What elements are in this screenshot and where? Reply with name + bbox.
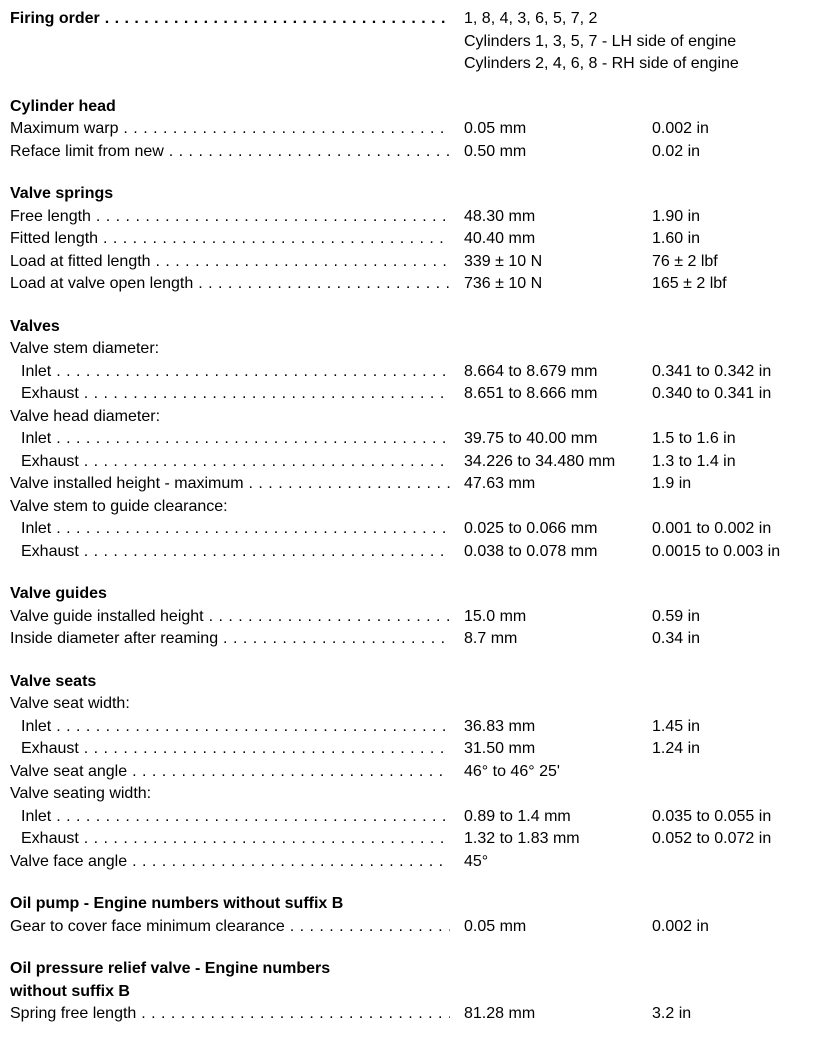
spec-metric: 45° bbox=[464, 852, 489, 870]
spec-label: Gear to cover face minimum clearance . . . bbox=[10, 916, 450, 939]
spec-metric: 0.89 to 1.4 mm bbox=[464, 807, 571, 825]
spec-row bbox=[10, 851, 810, 874]
spec-row bbox=[10, 451, 810, 474]
spec-imperial: 1.5 to 1.6 in bbox=[652, 430, 736, 447]
spec-row bbox=[10, 541, 810, 564]
spec-row bbox=[10, 761, 810, 784]
spec-row bbox=[10, 273, 810, 296]
spec-label: Load at fitted length . . . bbox=[10, 251, 450, 274]
spec-metric: 0.038 to 0.078 mm bbox=[464, 542, 598, 560]
firing-order-label: Firing order . . . bbox=[10, 8, 450, 31]
valve-guides-heading-row bbox=[10, 583, 810, 606]
spec-document bbox=[10, 8, 810, 1026]
spec-imperial: 0.59 in bbox=[652, 607, 701, 625]
spec-metric: 81.28 mm bbox=[464, 1005, 536, 1022]
spec-metric: 736 ± 10 N bbox=[464, 275, 543, 292]
spec-label: Inlet . . . bbox=[21, 806, 450, 829]
spec-imperial: 0.0015 to 0.003 in bbox=[652, 542, 781, 560]
subheading: Valve seat width: bbox=[10, 695, 130, 712]
spec-label: Free length . . . bbox=[10, 206, 450, 229]
subheading: Valve head diameter: bbox=[10, 407, 161, 425]
relief-valve-heading-row-2 bbox=[10, 981, 810, 1004]
valve-springs-heading-row bbox=[10, 183, 810, 206]
spec-metric: 339 ± 10 N bbox=[464, 252, 543, 270]
spec-label: Exhaust . . . bbox=[21, 541, 450, 564]
firing-order-row bbox=[10, 8, 810, 31]
spec-label: Inlet . . . bbox=[21, 361, 450, 384]
spec-row bbox=[10, 916, 810, 939]
spec-metric: 40.40 mm bbox=[464, 230, 536, 247]
spec-row bbox=[10, 118, 810, 141]
section-heading: Valve seats bbox=[10, 672, 97, 690]
spec-label: Inlet . . . bbox=[21, 518, 450, 541]
spec-metric: 15.0 mm bbox=[464, 607, 527, 625]
spec-row bbox=[10, 518, 810, 541]
spec-label: Fitted length . . . bbox=[10, 228, 450, 251]
valve-seats-heading-row bbox=[10, 671, 810, 694]
section-heading: Cylinder head bbox=[10, 97, 116, 115]
spec-label: Inside diameter after reaming . . . bbox=[10, 628, 450, 651]
spec-metric: 0.50 mm bbox=[464, 142, 527, 160]
spec-label: Valve seat angle . . . bbox=[10, 761, 450, 784]
section-heading: Valve guides bbox=[10, 585, 107, 602]
spec-imperial: 3.2 in bbox=[652, 1005, 692, 1022]
firing-order-lh-row bbox=[10, 31, 810, 54]
spec-metric: 31.50 mm bbox=[464, 740, 536, 757]
spec-label: Spring free length . . . bbox=[10, 1003, 450, 1026]
valves-heading-row bbox=[10, 316, 810, 339]
spec-imperial: 1.9 in bbox=[652, 475, 692, 492]
spec-row bbox=[10, 428, 810, 451]
spec-row bbox=[10, 206, 810, 229]
subheading-row bbox=[10, 496, 810, 519]
spec-row bbox=[10, 606, 810, 629]
section-heading: without suffix B bbox=[10, 982, 130, 1000]
spec-metric: 36.83 mm bbox=[464, 717, 536, 735]
spec-imperial: 165 ± 2 lbf bbox=[652, 275, 727, 292]
subheading-row bbox=[10, 783, 810, 806]
section-heading: Oil pump - Engine numbers without suffix B bbox=[10, 895, 344, 912]
spec-metric: 39.75 to 40.00 mm bbox=[464, 430, 598, 447]
spec-imperial: 1.90 in bbox=[652, 207, 701, 225]
spec-row bbox=[10, 383, 810, 406]
cylinder-head-heading-row bbox=[10, 96, 810, 119]
spec-label: Valve guide installed height . . . bbox=[10, 606, 450, 629]
spec-row bbox=[10, 473, 810, 496]
spec-metric: 8.664 to 8.679 mm bbox=[464, 362, 598, 380]
spec-label: Valve face angle . . . bbox=[10, 851, 450, 874]
spec-row bbox=[10, 628, 810, 651]
spec-row bbox=[10, 806, 810, 829]
spec-metric: 48.30 mm bbox=[464, 207, 536, 225]
spec-row bbox=[10, 228, 810, 251]
section-heading: Oil pressure relief valve - Engine numbers bbox=[10, 960, 331, 977]
spec-metric: 47.63 mm bbox=[464, 475, 536, 492]
spec-imperial: 76 ± 2 lbf bbox=[652, 252, 718, 270]
spec-imperial: 0.02 in bbox=[652, 142, 701, 160]
spec-imperial: 1.45 in bbox=[652, 717, 701, 735]
spec-metric: 1.32 to 1.83 mm bbox=[464, 830, 580, 847]
spec-row bbox=[10, 251, 810, 274]
spec-imperial: 0.340 to 0.341 in bbox=[652, 385, 772, 402]
spec-row bbox=[10, 141, 810, 164]
subheading: Valve seating width: bbox=[10, 785, 152, 802]
spec-label: Exhaust . . . bbox=[21, 451, 450, 474]
spec-imperial: 0.001 to 0.002 in bbox=[652, 520, 772, 537]
spec-metric: 0.05 mm bbox=[464, 917, 527, 935]
spec-metric: 34.226 to 34.480 mm bbox=[464, 452, 616, 470]
spec-label: Load at valve open length . . . bbox=[10, 273, 450, 296]
spec-label: Exhaust . . . bbox=[21, 738, 450, 761]
spec-metric: 0.05 mm bbox=[464, 120, 527, 137]
spec-label: Reface limit from new . . . bbox=[10, 141, 450, 164]
spec-label: Inlet . . . bbox=[21, 716, 450, 739]
subheading-row bbox=[10, 406, 810, 429]
spec-label: Maximum warp . . . bbox=[10, 118, 450, 141]
firing-order-lh: Cylinders 1, 3, 5, 7 - LH side of engine bbox=[464, 32, 737, 50]
spec-row bbox=[10, 828, 810, 851]
section-heading: Valve springs bbox=[10, 185, 114, 202]
spec-metric: 0.025 to 0.066 mm bbox=[464, 520, 598, 537]
spec-label: Exhaust . . . bbox=[21, 828, 450, 851]
spec-metric: 8.651 to 8.666 mm bbox=[464, 385, 598, 402]
firing-order-rh: Cylinders 2, 4, 6, 8 - RH side of engine bbox=[464, 55, 739, 72]
spec-metric: 8.7 mm bbox=[464, 630, 518, 647]
spec-row bbox=[10, 361, 810, 384]
subheading-row bbox=[10, 693, 810, 716]
spec-label: Exhaust . . . bbox=[21, 383, 450, 406]
spec-imperial: 0.052 to 0.072 in bbox=[652, 830, 772, 847]
relief-valve-heading-row bbox=[10, 958, 810, 981]
subheading-row bbox=[10, 338, 810, 361]
spec-row bbox=[10, 1003, 810, 1026]
spec-imperial: 0.002 in bbox=[652, 917, 709, 935]
subheading: Valve stem diameter: bbox=[10, 340, 160, 357]
firing-order-sequence: 1, 8, 4, 3, 6, 5, 7, 2 bbox=[464, 10, 598, 27]
firing-order-rh-row bbox=[10, 53, 810, 76]
subheading: Valve stem to guide clearance: bbox=[10, 497, 228, 515]
spec-imperial: 0.341 to 0.342 in bbox=[652, 362, 772, 380]
spec-imperial: 0.34 in bbox=[652, 630, 701, 647]
spec-label: Inlet . . . bbox=[21, 428, 450, 451]
spec-row bbox=[10, 738, 810, 761]
spec-label: Valve installed height - maximum . . . bbox=[10, 473, 450, 496]
spec-metric: 46° to 46° 25' bbox=[464, 762, 560, 780]
spec-imperial: 1.3 to 1.4 in bbox=[652, 452, 736, 470]
spec-row bbox=[10, 716, 810, 739]
spec-imperial: 0.002 in bbox=[652, 120, 709, 137]
section-heading: Valves bbox=[10, 317, 60, 335]
spec-imperial: 0.035 to 0.055 in bbox=[652, 807, 772, 825]
spec-imperial: 1.24 in bbox=[652, 740, 701, 757]
oil-pump-heading-row bbox=[10, 893, 810, 916]
spec-imperial: 1.60 in bbox=[652, 230, 701, 247]
